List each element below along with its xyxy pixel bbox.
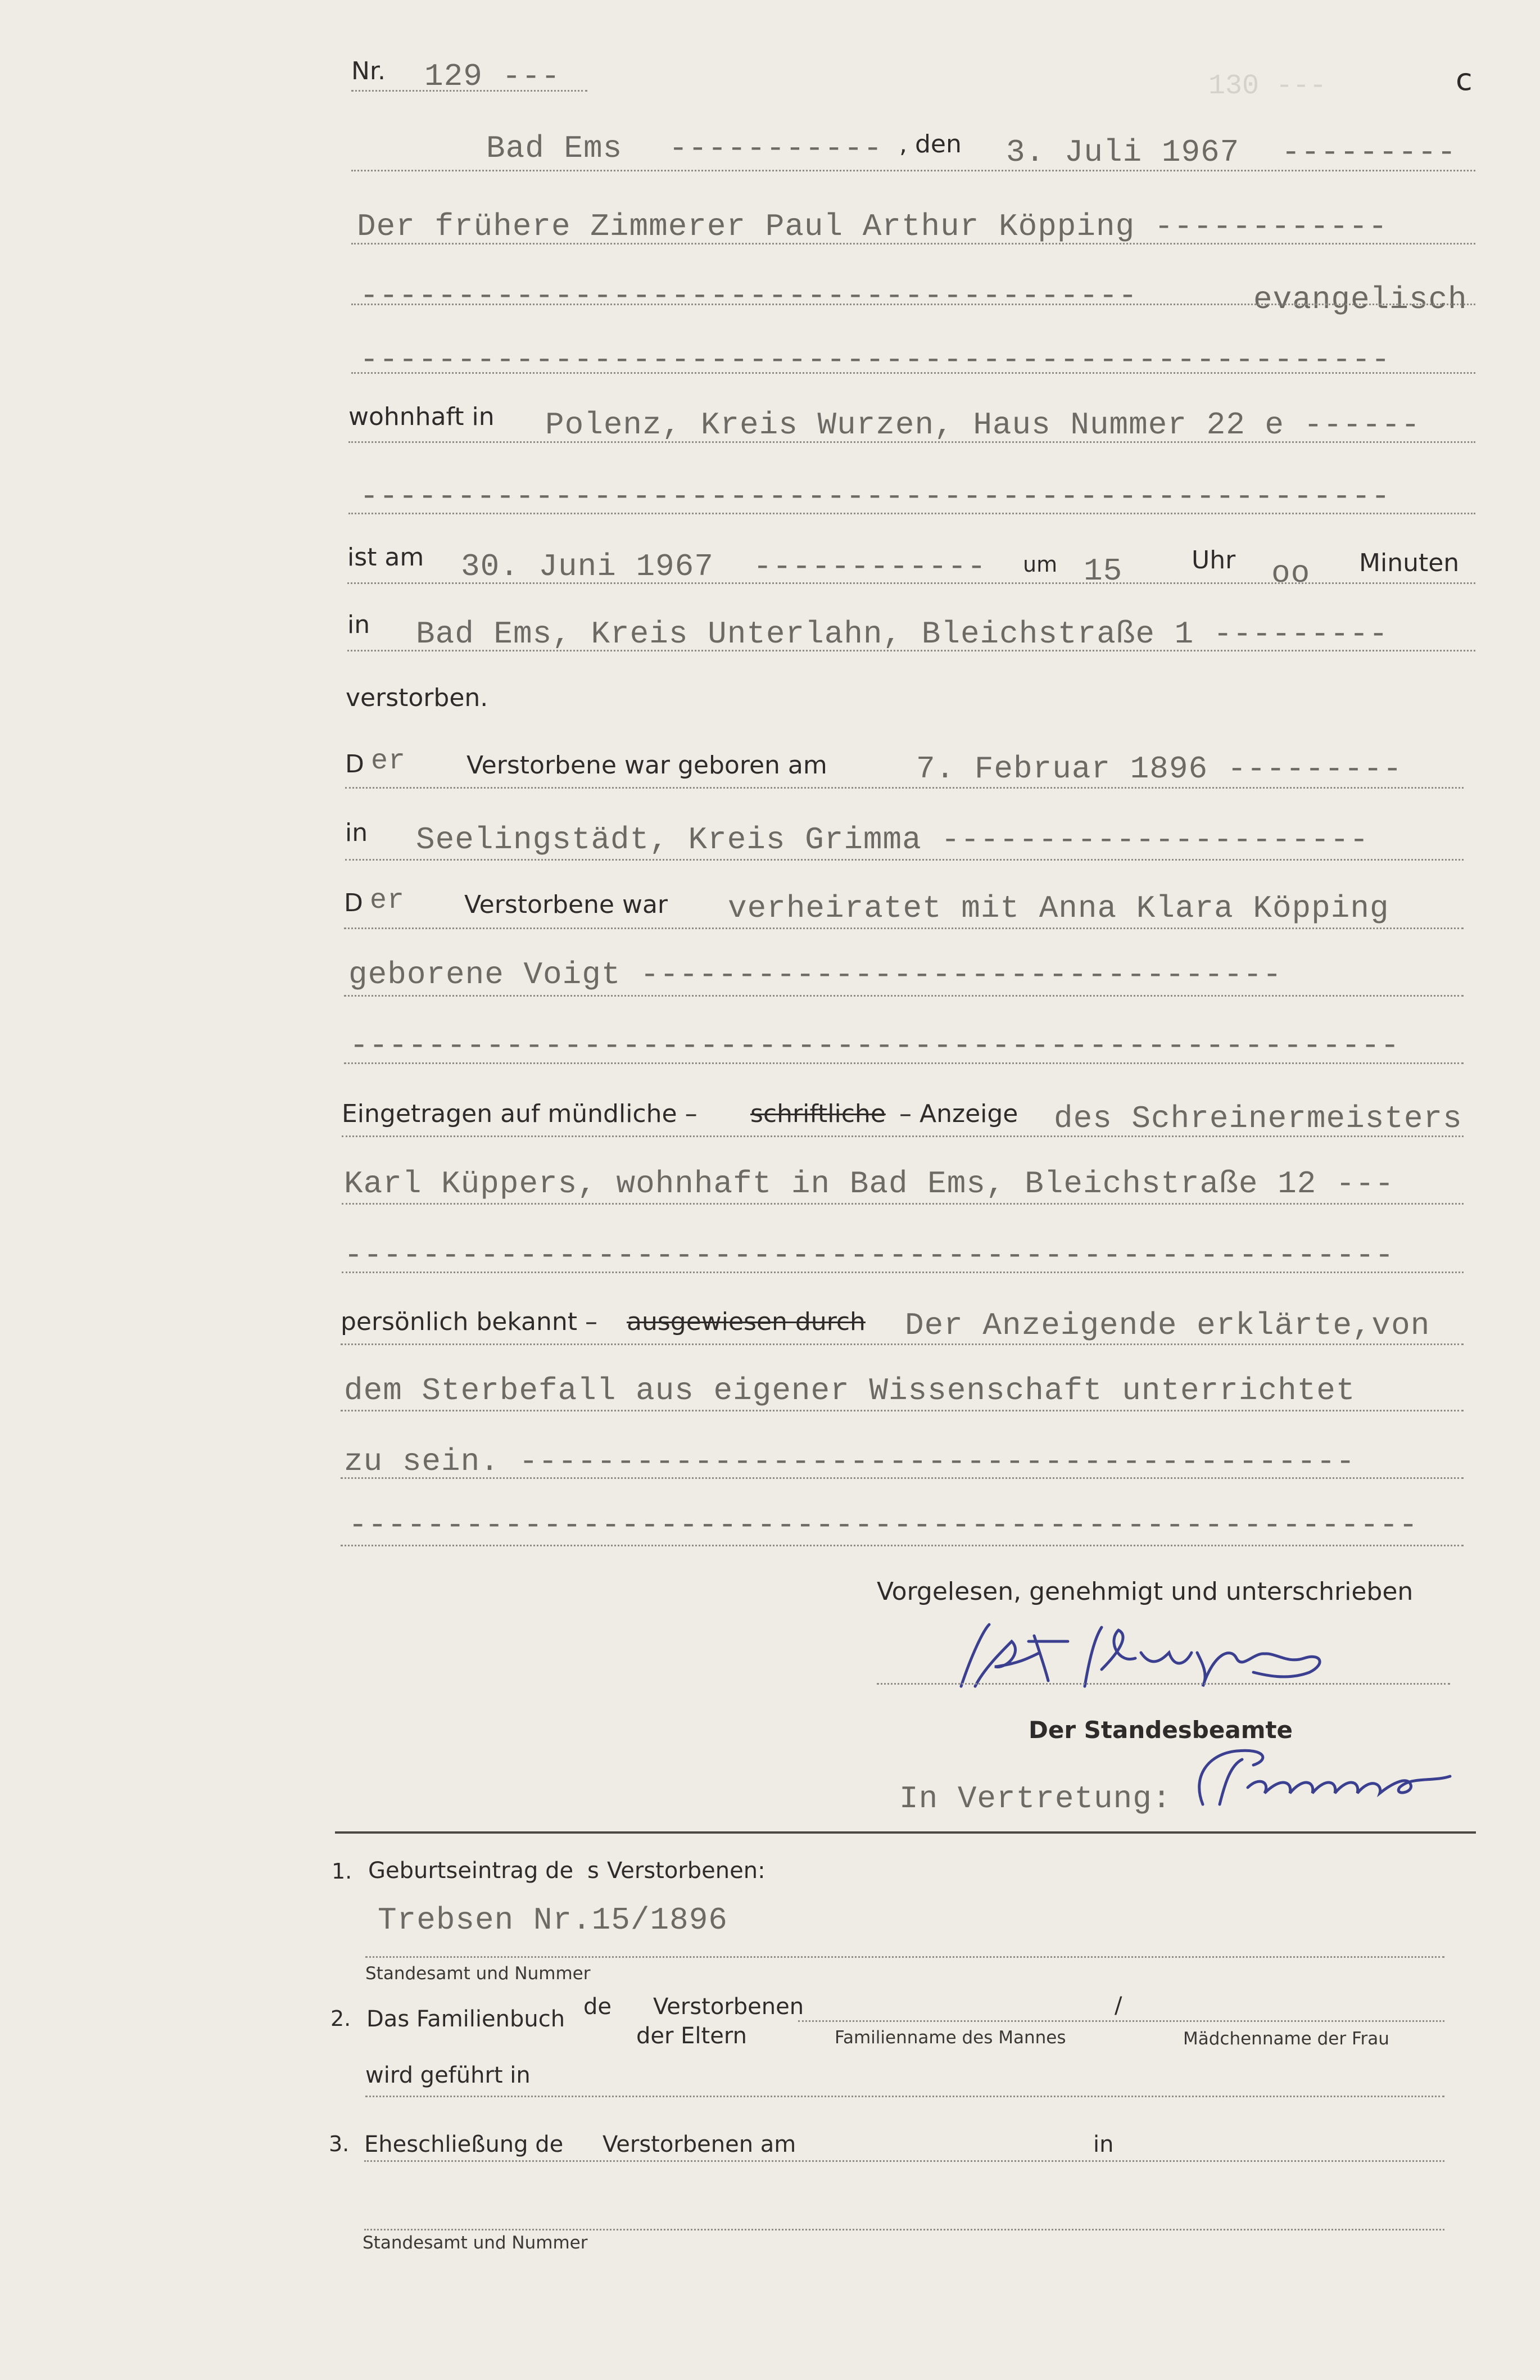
death-date: 30. Juni 1967 (461, 549, 714, 585)
death-place-line (347, 650, 1475, 651)
death-hour: 15 (1084, 553, 1123, 589)
religion: evangelisch (1253, 282, 1467, 318)
note2-label-2: wird geführt in (365, 2062, 531, 2088)
registrar-signature (1186, 1743, 1467, 1810)
death-place: Bad Ems, Kreis Unterlahn, Bleichstraße 1 --------- (416, 616, 1389, 652)
birth-place-line (345, 859, 1464, 861)
note3-label: Eheschließung de (364, 2132, 564, 2157)
note2-de: de (583, 1994, 612, 2020)
dash-line-c: ----------------------------------------------------- (360, 478, 1391, 514)
corner-letter: c (1456, 62, 1473, 97)
note3-number: 3. (329, 2132, 350, 2156)
bleed-through-shadow: 130 --- (1208, 70, 1327, 102)
report-label: Eingetragen auf mündliche – (342, 1099, 697, 1128)
marriage-blank-line (344, 1062, 1464, 1064)
death-date-line (347, 582, 1475, 584)
den-label: , den (899, 130, 962, 159)
reporter-title: des Schreinermeisters (1054, 1101, 1462, 1137)
reporter-name: Karl Küppers, wohnhaft in Bad Ems, Bleichstraße 12 --- (344, 1166, 1394, 1202)
entry-date: 3. Juli 1967 (1006, 134, 1240, 170)
death-in-label: in (347, 610, 370, 639)
death-minutes: oo (1271, 555, 1311, 591)
note1-s: s (587, 1858, 599, 1884)
deceased-name: Der frühere Zimmerer Paul Arthur Köpping ------------ (357, 209, 1388, 245)
place: Bad Ems (486, 130, 623, 166)
date-dashes: --------- (1281, 134, 1457, 170)
note2-line (365, 2096, 1444, 2097)
place-line (351, 170, 1475, 171)
nr-line (351, 90, 587, 92)
read-approved-label: Vorgelesen, genehmigt und unterschrieben (877, 1577, 1414, 1606)
marriage-line (344, 927, 1464, 929)
birth-date-line (345, 787, 1464, 789)
identity-label-struck: ausgewiesen durch (627, 1307, 866, 1336)
section-separator (335, 1831, 1476, 1834)
death-dashes: ------------ (753, 549, 987, 585)
dash-line-b: ----------------------------------------------------- (360, 342, 1391, 378)
registrar-label: Der Standesbeamte (1029, 1716, 1293, 1744)
report-line (342, 1135, 1464, 1137)
note1-number: 1. (332, 1859, 352, 1884)
birth-in-label: in (345, 818, 368, 847)
minuten-label: Minuten (1359, 549, 1460, 577)
note2-caption-husband: Familienname des Mannes (835, 2028, 1066, 2048)
birth-register-entry: Trebsen Nr.15/1896 (378, 1902, 728, 1938)
blank-line-2 (348, 513, 1475, 514)
nr-value: 129 --- (424, 58, 561, 94)
religion-line (351, 304, 1475, 305)
birth-d-prefix: D (345, 750, 364, 779)
identity-label: persönlich bekannt – (341, 1307, 598, 1336)
marriage-label: Verstorbene war (464, 890, 668, 919)
birth-date: 7. Februar 1896 --------- (916, 751, 1403, 787)
note3-line (364, 2160, 1444, 2162)
verstorben-label: verstorben. (346, 684, 488, 712)
note2-label: Das Familienbuch (366, 2006, 565, 2032)
uhr-label: Uhr (1192, 546, 1236, 574)
dash-line-a: ---------------------------------------- (360, 278, 1138, 314)
marriage-er: er (370, 885, 405, 917)
note2-option-parents: der Eltern (636, 2023, 747, 2049)
residence-line (348, 441, 1475, 443)
um-label: um (1023, 552, 1058, 577)
marriage-dash-line: ------------------------------------------------------ (350, 1028, 1400, 1064)
report-label-struck: schriftliche (750, 1099, 886, 1128)
statement-line-4: ------------------------------------------------------- (348, 1507, 1419, 1543)
marriage-d-prefix: D (344, 889, 363, 917)
statement-line-4-rule (341, 1545, 1464, 1546)
ist-am-label: ist am (347, 543, 424, 572)
spouse-line (344, 995, 1464, 997)
note2-slash: / (1115, 1993, 1122, 2019)
note2-caption-wife: Mädchenname der Frau (1183, 2029, 1389, 2049)
note3-in: in (1093, 2132, 1114, 2157)
note2-number: 2. (330, 2006, 351, 2031)
reporter-signature-line (877, 1683, 1450, 1685)
statement-line-1: Der Anzeigende erklärte,von (905, 1307, 1430, 1343)
report-label-2: – Anzeige (899, 1099, 1018, 1128)
note2-option-deceased: Verstorbenen (653, 1994, 804, 2020)
reporter-blank-line (342, 1272, 1464, 1273)
marital-status: verheiratet mit Anna Klara Köpping (728, 890, 1389, 926)
spouse-birthname: geborene Voigt --------------------------------- (348, 957, 1283, 993)
note3-label-2: Verstorbenen am (603, 2132, 796, 2157)
deputy-label: In Vertretung: (899, 1781, 1172, 1817)
note1-label-2: Verstorbenen: (607, 1858, 766, 1884)
statement-line-2: dem Sterbefall aus eigener Wissenschaft unterrichtet (344, 1373, 1356, 1409)
name-line (351, 243, 1475, 245)
residence-label: wohnhaft in (348, 402, 495, 431)
birth-place: Seelingstädt, Kreis Grimma ---------------------- (416, 822, 1369, 858)
note1-label: Geburtseintrag de (368, 1858, 574, 1884)
note1-line (365, 1956, 1444, 1958)
note1-caption: Standesamt und Nummer (365, 1963, 591, 1984)
note3-line-2 (364, 2229, 1444, 2230)
statement-line-3: zu sein. ------------------------------------------- (344, 1444, 1356, 1479)
nr-label: Nr. (351, 57, 386, 85)
note2-top-line (798, 2020, 1444, 2022)
reporter-line (342, 1203, 1464, 1205)
reporter-dash-line: ------------------------------------------------------ (344, 1237, 1394, 1273)
reporter-signature (950, 1619, 1332, 1703)
note3-caption: Standesamt und Nummer (363, 2233, 588, 2253)
statement-line-1-rule (341, 1343, 1464, 1345)
statement-line-2-rule (341, 1410, 1464, 1411)
residence: Polenz, Kreis Wurzen, Haus Nummer 22 e ------ (545, 407, 1421, 443)
birth-label: Verstorbene war geboren am (466, 751, 827, 780)
birth-er: er (371, 745, 406, 777)
statement-line-3-rule (341, 1477, 1464, 1479)
blank-line (351, 372, 1475, 374)
place-dashes: ----------- (669, 130, 883, 166)
